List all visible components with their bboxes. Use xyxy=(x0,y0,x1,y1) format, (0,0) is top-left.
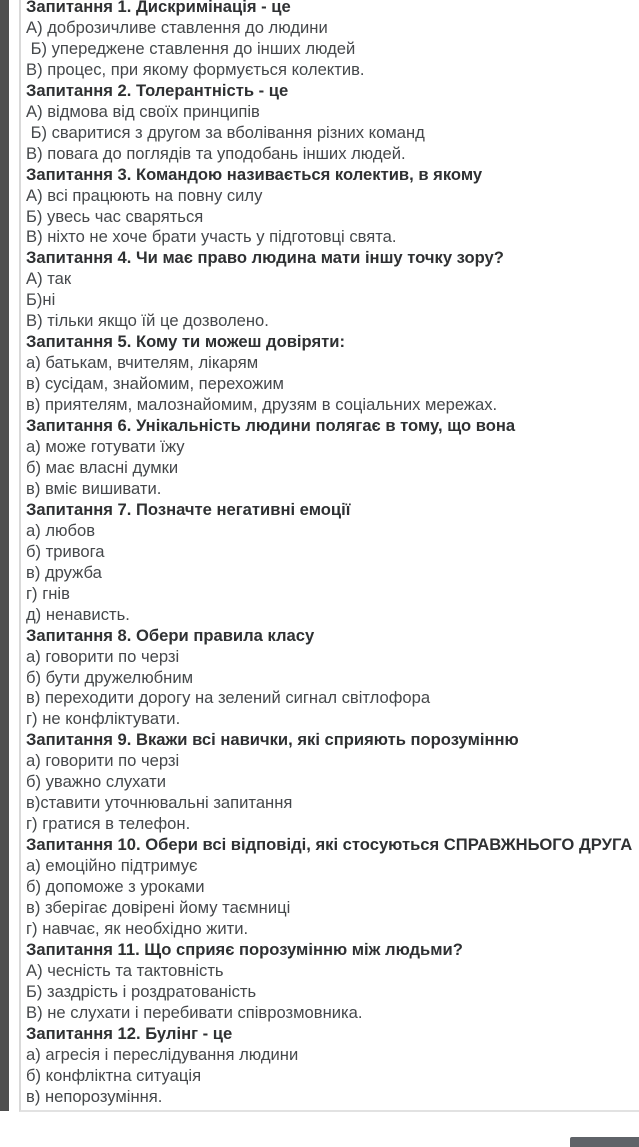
question-title: Запитання 6. Унікальність людини полягає в тому, що вона xyxy=(26,416,516,436)
answer-option: г) навчає, як необхідно жити. xyxy=(26,918,249,938)
answer-option: в) вміє вишивати. xyxy=(26,478,162,498)
answer-option: А) відмова від своїх принципів xyxy=(26,101,260,121)
answer-option: А) чесність та тактовність xyxy=(26,960,224,980)
answer-option: б) допоможе з уроками xyxy=(26,877,205,897)
answer-option: В) тільки якщо їй це дозволено. xyxy=(26,311,269,331)
question-block xyxy=(26,1024,639,1108)
question-block xyxy=(26,332,639,416)
answer-option: в)ставити уточнювальні запитання xyxy=(26,793,293,813)
question-title: Запитання 8. Обери правила класу xyxy=(26,625,315,645)
question-title: Запитання 3. Командою називається колектив, в якому xyxy=(26,164,483,184)
answer-option: б) конфліктна ситуація xyxy=(26,1065,202,1085)
question-title: Запитання 11. Що сприяє порозумінню між людьми? xyxy=(26,939,463,959)
question-title: Запитання 12. Булінг - це xyxy=(26,1023,233,1043)
answer-option: в) сусідам, знайомим, перехожим xyxy=(26,374,284,394)
question-title: Запитання 2. Толерантність - це xyxy=(26,80,289,100)
answer-option: Б) увесь час сваряться xyxy=(26,206,204,226)
answer-option: А) доброзичливе ставлення до людини xyxy=(26,17,328,37)
question-block xyxy=(26,81,639,165)
answer-option: В) процес, при якому формується колектив. xyxy=(26,59,365,79)
question-title: Запитання 1. Дискримінація - це xyxy=(26,0,291,16)
question-block xyxy=(26,500,639,626)
answer-option: а) емоційно підтримує xyxy=(26,856,198,876)
answer-option: В) не слухати і перебивати співрозмовника. xyxy=(26,1002,363,1022)
answer-option: Б) сваритися з другом за вболівання різних команд xyxy=(26,122,425,142)
question-list xyxy=(26,0,639,1108)
quiz-card xyxy=(19,0,639,1112)
answer-option: а) батькам, вчителям, лікарям xyxy=(26,353,259,373)
answer-option: Б) заздрість і роздратованість xyxy=(26,981,257,1001)
answer-option: а) може готувати їжу xyxy=(26,437,185,457)
question-title: Запитання 5. Кому ти можеш довіряти: xyxy=(26,332,345,352)
answer-option: В) ніхто не хоче брати участь у підготовці свята. xyxy=(26,227,397,247)
answer-option: в) переходити дорогу на зелений сигнал світлофора xyxy=(26,688,431,708)
answer-option: Б)ні xyxy=(26,290,56,310)
question-block xyxy=(26,248,639,332)
question-block xyxy=(26,0,639,81)
answer-option: в) приятелям, малознайомим, друзям в соціальних мережах. xyxy=(26,395,498,415)
left-edge-bar xyxy=(0,0,9,1111)
answer-option: д) ненависть. xyxy=(26,604,130,624)
answer-option: б) бути дружелюбним xyxy=(26,667,194,687)
answer-option: г) не конфліктувати. xyxy=(26,709,181,729)
question-block xyxy=(26,626,639,731)
answer-option: б) тривога xyxy=(26,541,105,561)
question-block xyxy=(26,416,639,500)
question-block xyxy=(26,940,639,1024)
answer-option: а) говорити по черзі xyxy=(26,646,180,666)
answer-option: а) говорити по черзі xyxy=(26,751,180,771)
question-title: Запитання 9. Вкажи всі навички, які сприяють порозумінню xyxy=(26,730,519,750)
next-button[interactable] xyxy=(570,1137,639,1147)
answer-option: в) зберігає довірені йому таємниці xyxy=(26,897,291,917)
answer-option: В) повага до поглядів та уподобань інших людей. xyxy=(26,143,406,163)
answer-option: в) дружба xyxy=(26,562,102,582)
question-block xyxy=(26,165,639,249)
answer-option: Б) упереджене ставлення до інших людей xyxy=(26,38,356,58)
answer-option: б) має власні думки xyxy=(26,457,179,477)
question-title: Запитання 4. Чи має право людина мати іншу точку зору? xyxy=(26,248,504,268)
question-block xyxy=(26,730,639,835)
answer-option: а) любов xyxy=(26,520,96,540)
answer-option: А) так xyxy=(26,269,72,289)
answer-option: А) всі працюють на повну силу xyxy=(26,185,263,205)
answer-option: а) агресія і переслідування людини xyxy=(26,1044,299,1064)
answer-option: б) уважно слухати xyxy=(26,772,167,792)
question-title: Запитання 7. Позначте негативні емоції xyxy=(26,499,351,519)
question-title: Запитання 10. Обери всі відповіді, які стосуються СПРАВЖНЬОГО ДРУГА xyxy=(26,835,633,855)
answer-option: г) гратися в телефон. xyxy=(26,814,191,834)
question-block xyxy=(26,835,639,940)
answer-option: г) гнів xyxy=(26,583,70,603)
answer-option: в) непорозуміння. xyxy=(26,1086,163,1106)
